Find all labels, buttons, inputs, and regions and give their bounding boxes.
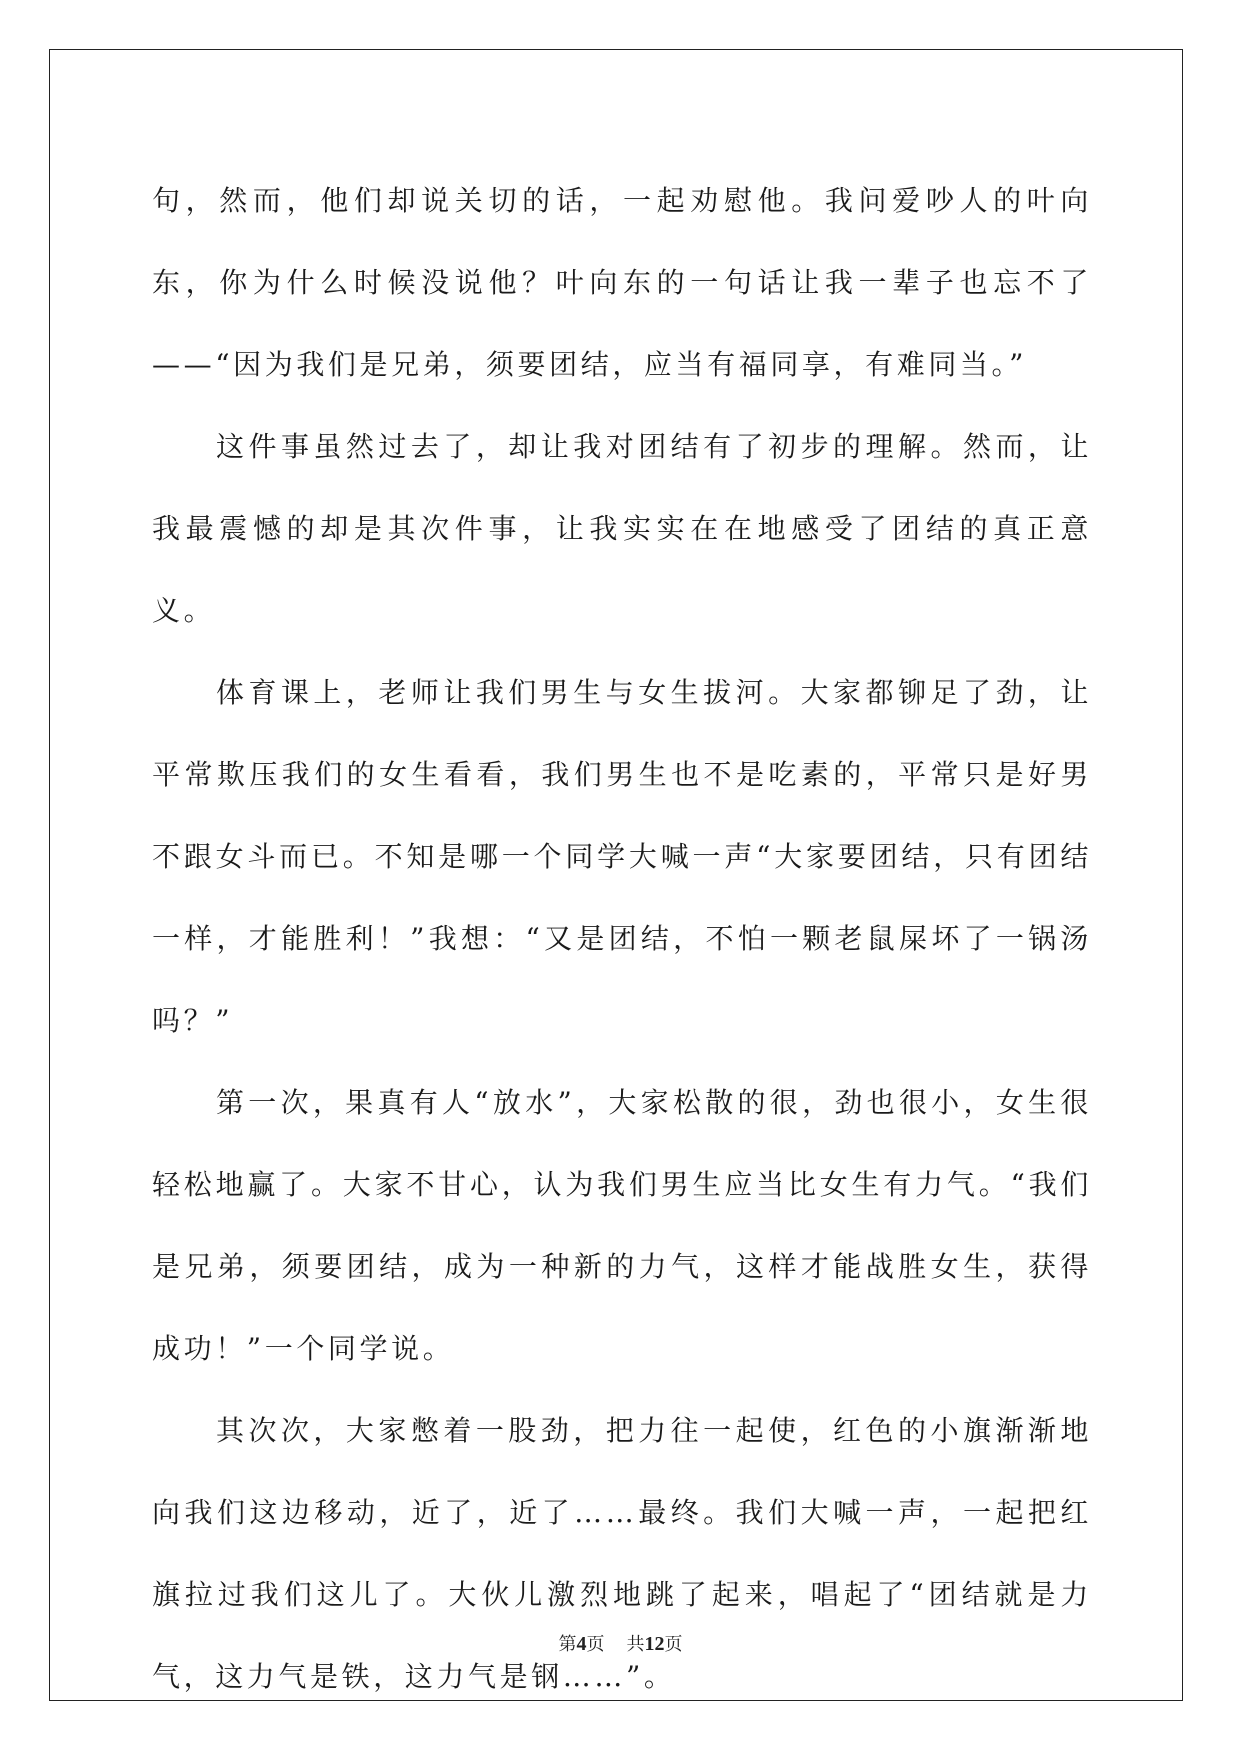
footer-page-prefix: 第	[558, 1634, 577, 1655]
footer-page-number: 4	[576, 1633, 587, 1655]
paragraph: 第一次，果真有人“放水”，大家松散的很，劲也很小，女生很轻松地赢了。大家不甘心，认为我们男生应当比女生有力气。“我们是兄弟，须要团结，成为一种新的力气，这样才能战胜女生，获得成功！”一个同学说。	[152, 1086, 1092, 1365]
page-footer	[0, 1632, 1241, 1657]
paragraph: 体育课上，老师让我们男生与女生拔河。大家都铆足了劲，让平常欺压我们的女生看看，我们男生也不是吃素的，平常只是好男不跟女斗而已。不知是哪一个同学大喊一声“大家要团结，只有团结一样，才能胜利！”我想：“又是团结，不怕一颗老鼠屎坏了一锅汤吗？”	[152, 676, 1092, 1037]
footer-total-pages: 12	[644, 1633, 665, 1655]
paragraph: 其次次，大家憋着一股劲，把力往一起使，红色的小旗渐渐地向我们这边移动，近了，近了……最终。我们大喊一声，一起把红旗拉过我们这儿了。大伙儿激烈地跳了起来，唱起了“团结就是力气，这力气是铁，这力气是钢……”。	[152, 1414, 1092, 1693]
footer-total-suffix: 页	[664, 1634, 683, 1655]
paragraph: 句，然而，他们却说关切的话，一起劝慰他。我问爱吵人的叶向东，你为什么时候没说他？叶向东的一句话让我一辈子也忘不了——“因为我们是兄弟，须要团结，应当有福同享，有难同当。”	[152, 184, 1092, 381]
footer-page-suffix: 页	[586, 1634, 605, 1655]
document-body	[152, 160, 1092, 1718]
footer-total-prefix: 共	[626, 1634, 645, 1655]
paragraph: 这件事虽然过去了，却让我对团结有了初步的理解。然而，让我最震憾的却是其次件事，让我实实在在地感受了团结的真正意义。	[152, 430, 1092, 627]
